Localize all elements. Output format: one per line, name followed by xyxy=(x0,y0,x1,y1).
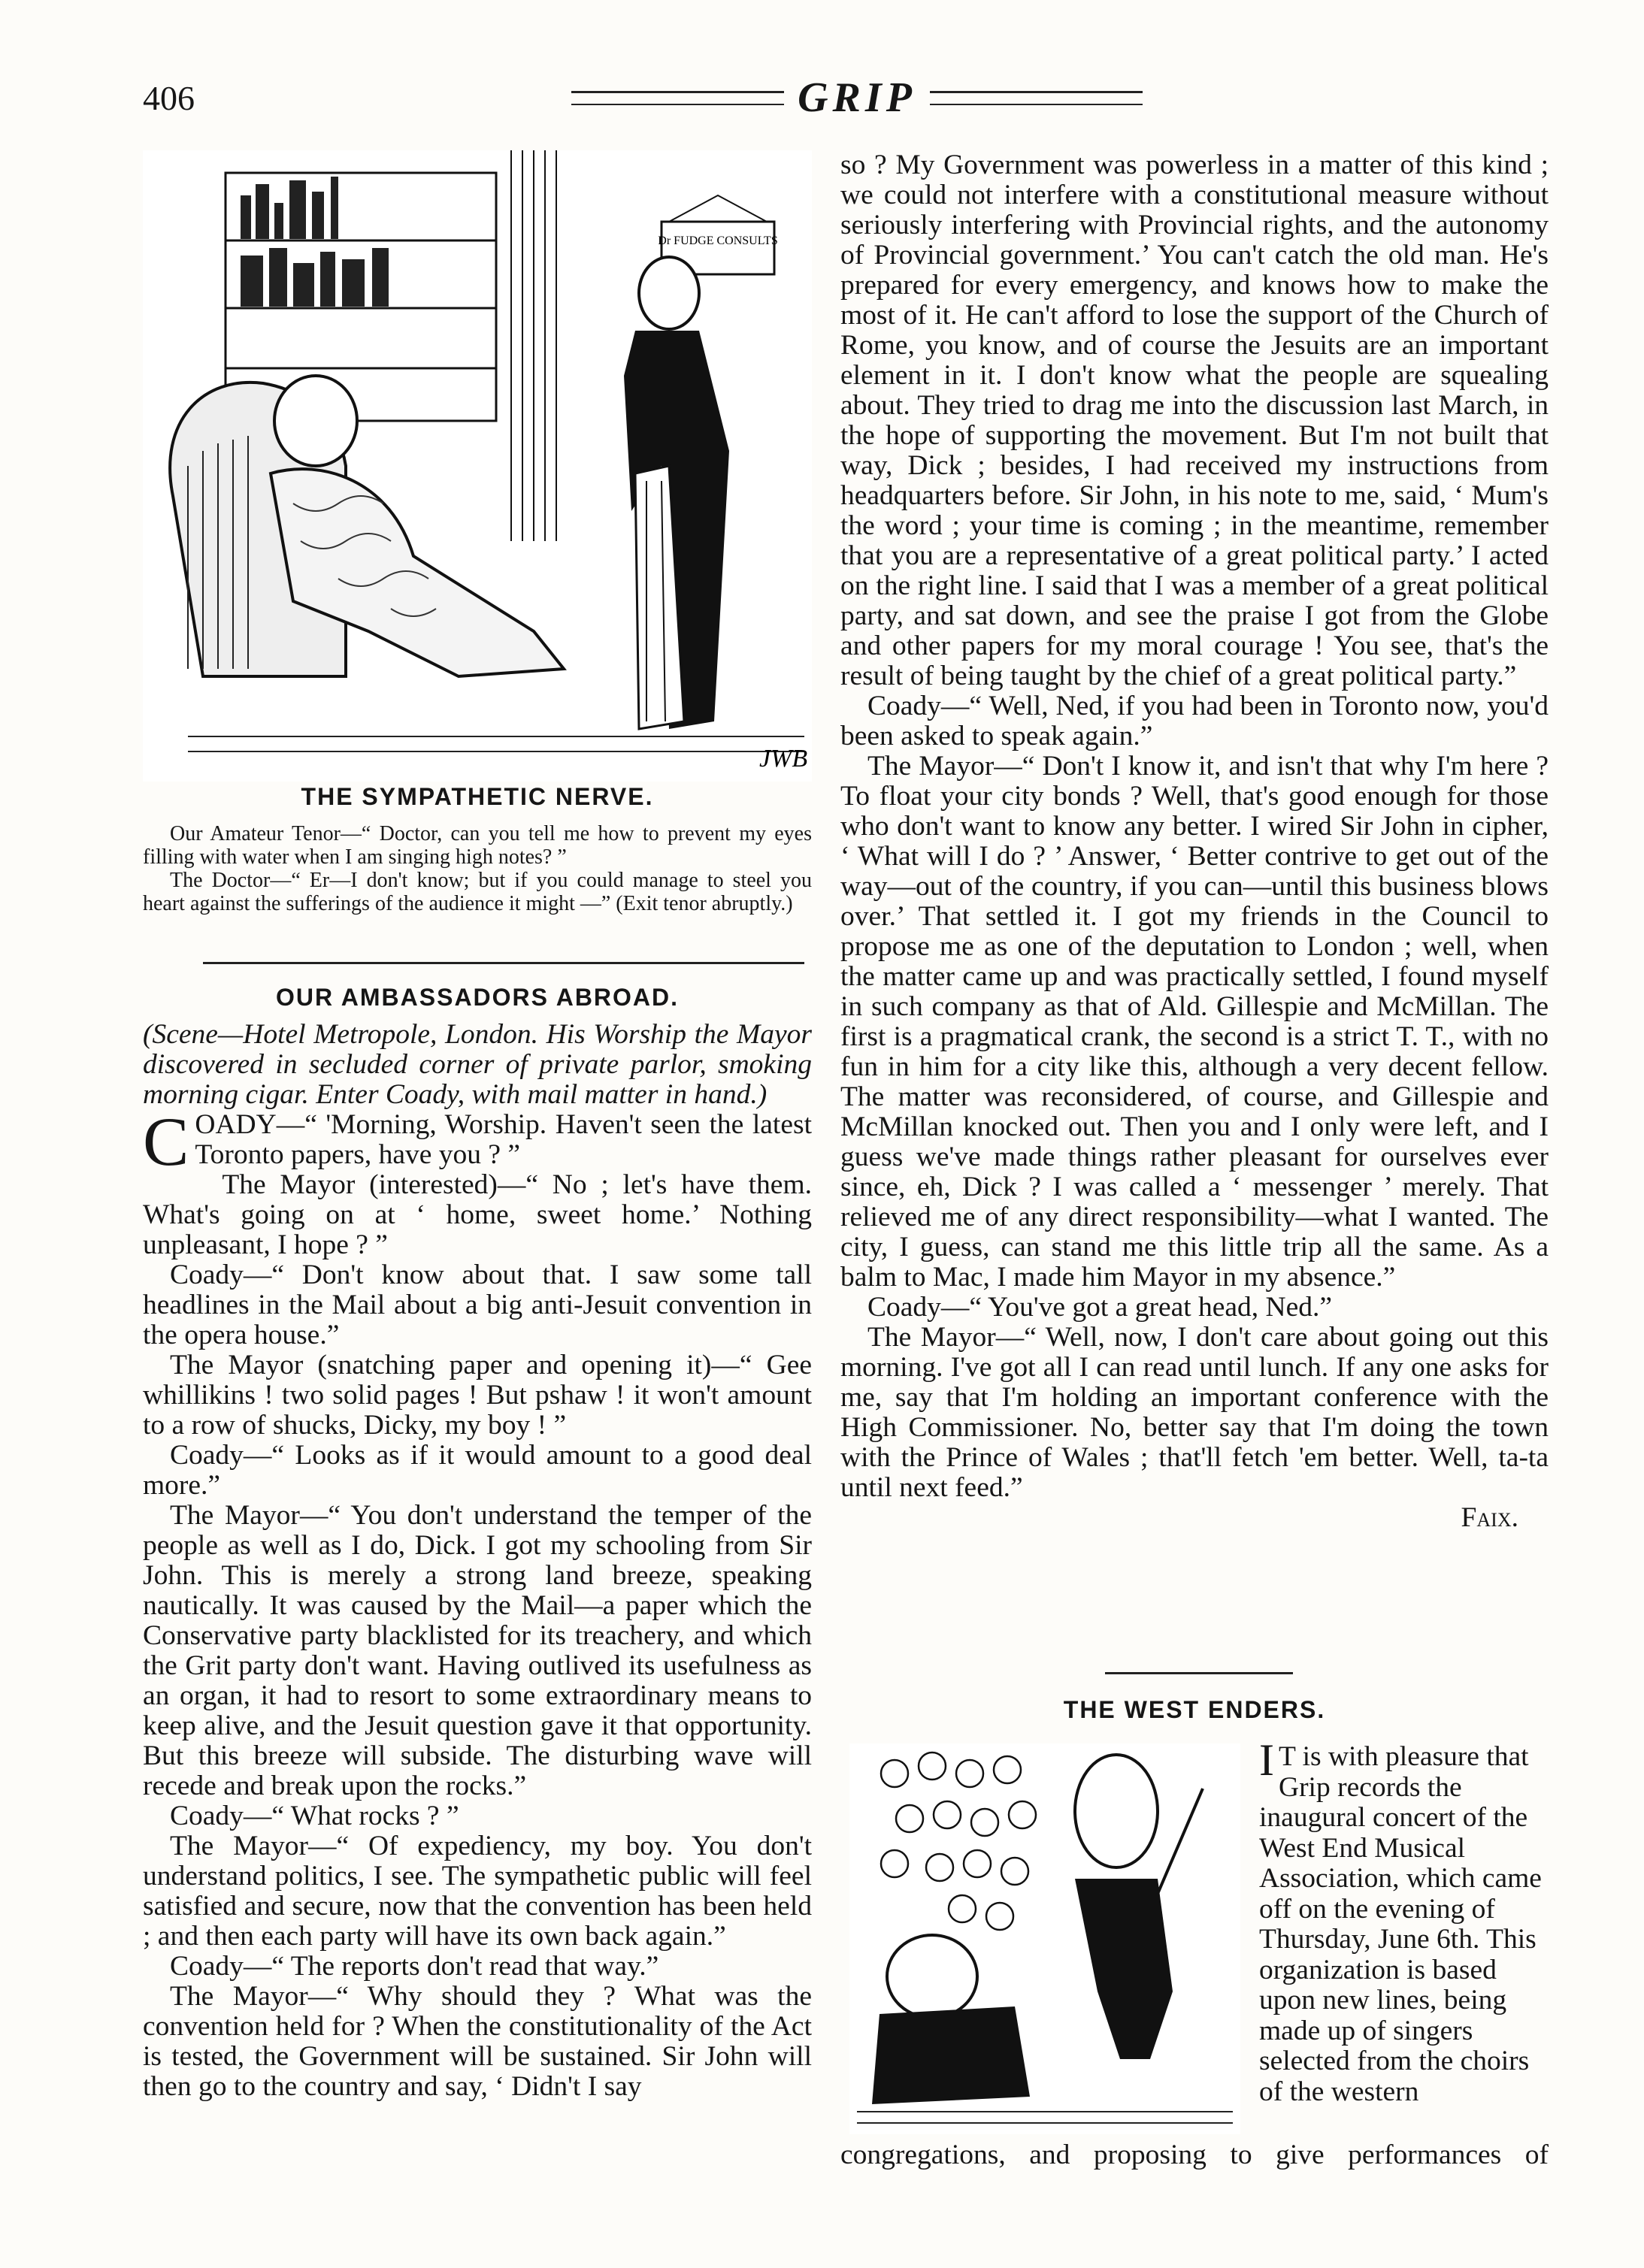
dialogue-12: Coady—“ Well, Ned, if you had been in Toronto now, you'd been asked to speak again.” xyxy=(840,691,1549,751)
west-enders-paragraph: I T is with pleasure that Grip records the inaugural concert of the West End Musical Association, which came off on the evening of Thursday, June 6th. This organization is based upon new lines, being made up of singers selected from the choirs of the western xyxy=(1259,1735,1542,2107)
caption-line-1: Our Amateur Tenor—“ Doctor, can you tell me how to prevent my eyes filling with water when I am singing high notes? ” xyxy=(143,822,812,869)
dialogue-9: Coady—“ The reports don't read that way.” xyxy=(170,1951,659,1982)
dialogue-13: The Mayor—“ Don't I know it, and isn't that why I'm here ? To float your city bonds ? Well, that's good enough for those who don't want to know any better. I wired Sir John in cipher, ‘ What will I do ? ’ Answer, ‘ Better contrive to get out of the way—out of the country, if you can—until this business blows over.’ That settled it. I got my friends in the Council to propose me as one of the deputation to London ; well, when the matter came up and was practically settled, I found myself in such company as that of Ald. Gillespie and McMillan. The first is a pragmatical crank, the second is a strict T. T., with no fun in him for a city like this, although a very decent fellow. The matter was reconsidered, of course, and Gillespie and McMillan knocked out. Then you and I only were left, and I guess we've made things rather pleasant for ourselves ever since, eh, Dick ? I was called a ‘ messenger ’ merely. That relieved me of any direct responsibility—what I wanted. The city, I guess, can stand me this little trip all the same. As a balm to Mac, I made him Mayor in my absence.” xyxy=(840,751,1549,1293)
author-signature: Faix. xyxy=(1461,1502,1518,1533)
section-divider-right xyxy=(1105,1672,1293,1674)
dialogue-5: Coady—“ Looks as if it would amount to a good deal more.” xyxy=(143,1440,812,1501)
article-left-column xyxy=(143,981,812,2102)
section-divider xyxy=(203,962,804,964)
artist-signature: JWB xyxy=(759,745,808,773)
west-enders-title: THE WEST ENDERS. xyxy=(1063,1696,1326,1723)
west-enders-drop-cap: I xyxy=(1259,1735,1274,1785)
dialogue-4: The Mayor (snatching paper and opening it)—“ Gee whillikins ! two solid pages ! But pshaw ! it won't amount to a row of shucks, Dicky, my boy ! ” xyxy=(143,1350,812,1441)
drop-cap: C xyxy=(143,1103,189,1180)
masthead-rule-left xyxy=(571,91,784,105)
dialogue-15: The Mayor—“ Well, now, I don't care about going out this morning. I've got all I can read until lunch. If any one asks for me, say that I'm holding an important conference with the High Commissioner. No, better say that I'm doing the town with the Prince of Wales ; that'll fetch 'em better. Well, ta-ta until next feed.” xyxy=(840,1322,1549,1503)
dialogue-6: The Mayor—“ You don't understand the temper of the people as well as I do, Dick. I got my schooling from Sir John. This is merely a strong land breeze, speaking nautically. It was caused by the Mail—a paper which the Conservative party blacklisted for its treachery, and which the Grit party don't want. Having outlived its usefulness as an organ, it had to resort to some extraordinary means to keep alive, and the Jesuit question gave it that opportunity. But this breeze will subside. The disturbing wave will recede and break upon the rocks.” xyxy=(143,1500,812,1801)
dialogue-3: Coady—“ Don't know about that. I saw some tall headlines in the Mail about a big anti-Jesuit convention in the opera house.” xyxy=(143,1259,812,1350)
dialogue-7: Coady—“ What rocks ? ” xyxy=(170,1801,459,1831)
masthead-rule-right xyxy=(930,91,1143,105)
scene-direction: (Scene—Hotel Metropole, London. His Worship the Mayor discovered in secluded corner of private parlor, smoking morning cigar. Enter Coady, with mail matter in hand.) xyxy=(143,1019,812,1110)
article-title: OUR AMBASSADORS ABROAD. xyxy=(275,984,680,1011)
dialogue-11: so ? My Government was powerless in a matter of this kind ; we could not interfere with a constitutional measure without seriously interfering with Provincial rights, and the autonomy of Provincial government.’ You can't catch the old man. He's prepared for every emergency, and knows how to make the most of it. He can't afford to lose the support of the Church of Rome, you know, and of course the Jesuits are an important element in it. I don't know what the people are squealing about. They tried to drag me into the discussion last March, in the hope of supporting the movement. But I'm not built that way, Dick ; besides, I had received my instructions from headquarters before. Sir John, in his note to me, said, ‘ Mum's the word ; your time is coming ; in the meantime, remember that you are a representative of a great political party.’ I acted on the right line. I said that I was a member of a great political party, and sat down, and see the praise I got from the Globe and other papers for my moral courage ! You see, that's the result of being taught by the chief of a great political party.” xyxy=(840,150,1549,691)
dialogue-10: The Mayor—“ Why should they ? What was the convention held for ? When the constitutionality of the Act is tested, the Government will be sustained. Sir John will then go to the country and say, ‘ Didn't I say xyxy=(143,1981,812,2102)
dialogue-2: The Mayor (interested)—“ No ; let's have them. What's going on at ‘ home, sweet home.’ Nothing unpleasant, I hope ? ” xyxy=(143,1169,812,1260)
masthead xyxy=(571,75,1143,120)
dialogue-1: COADY—“ 'Morning, Worship. Haven't seen the latest Toronto papers, have you ? ” xyxy=(143,1103,812,1180)
west-enders-last-line: congregations, and proposing to give performances of xyxy=(840,2139,1549,2170)
west-enders-body xyxy=(1259,1735,1549,2107)
masthead-title: GRIP xyxy=(798,74,916,121)
caption-block xyxy=(143,782,812,915)
west-enders-illustration xyxy=(849,1743,1240,2134)
dialogue-8: The Mayor—“ Of expediency, my boy. You don't understand politics, I see. The sympathetic public will feel satisfied and secure, now that the convention has been held ; and then each party will have its own back again.” xyxy=(143,1831,812,1952)
sympathetic-nerve-illustration xyxy=(143,150,812,782)
page-number: 406 xyxy=(143,79,195,117)
sign-text: Dr FUDGE CONSULTS xyxy=(658,234,778,247)
engraving-conductor-and-choir xyxy=(849,1743,1240,2134)
caption-title: THE SYMPATHETIC NERVE. xyxy=(301,783,654,810)
article-right-column xyxy=(840,150,1549,1533)
dialogue-14: Coady—“ You've got a great head, Ned.” xyxy=(867,1292,1333,1323)
engraving-doctor-and-tenor xyxy=(143,150,812,782)
caption-line-2: The Doctor—“ Er—I don't know; but if you could manage to steel you heart against the sufferings of the audience it might —” (Exit tenor abruptly.) xyxy=(143,869,812,915)
